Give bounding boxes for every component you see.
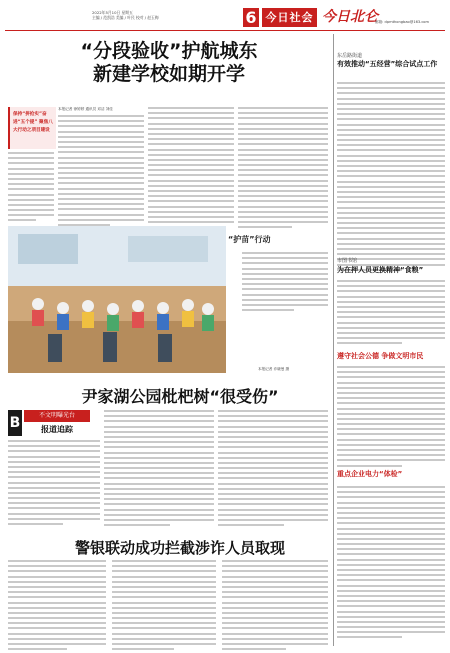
lead-byline: 本报记者 徐婷婷 通讯员 邓洁 刘佳 <box>58 107 113 111</box>
lead-headline-line2: 新建学校如期开学 <box>92 63 245 85</box>
rc1-headline: 有效推动“五经营”综合试点工作 <box>337 60 438 68</box>
lead-body-col2 <box>148 107 234 232</box>
date-line: 2022年5月10日 星期五 <box>92 10 133 15</box>
photo-caption-title: “护苗”行动 <box>228 235 271 244</box>
photo-caption-text <box>242 252 328 314</box>
section-name: 今日社会 <box>262 8 317 27</box>
rc1-kicker: 东岳路街道 <box>337 53 363 59</box>
story3-body-col3 <box>222 560 328 653</box>
photo-caption <box>228 226 329 373</box>
rc2-body <box>337 280 445 347</box>
lead-body-col1 <box>58 115 144 229</box>
editors-line: 主编 / 范凯浩 美编 / 叶民 校对 / 赵玉梅 <box>92 15 159 20</box>
masthead <box>0 0 450 30</box>
lead-body-col0 <box>8 152 54 225</box>
lead-headline-line1: “分段验收”护航城东 <box>80 40 258 62</box>
lead-subtitle-box <box>8 107 56 149</box>
story2-body-col2 <box>104 410 214 529</box>
lead-body-col3 <box>238 107 328 232</box>
lead-headline <box>8 40 330 86</box>
photo-credit: 本报记者 乔晓曼 摄 <box>258 367 290 371</box>
story2-tag-top: 不文明曝光台 <box>24 410 90 422</box>
story2-body-col1 <box>8 440 100 528</box>
story3-body-col1 <box>8 560 106 653</box>
story3-headline: 警银联动成功拦截涉诈人员取现 <box>74 539 285 557</box>
story2-body-col3 <box>218 410 328 529</box>
rc2-kicker: 市图书馆 <box>337 258 358 264</box>
story2-tag-letter: B <box>8 410 22 436</box>
masthead-info <box>92 10 242 20</box>
rc4-body <box>337 486 445 642</box>
story2-tag-bottom: 报道追踪 <box>41 425 73 434</box>
page-number: 6 <box>243 8 259 27</box>
right-column-divider <box>333 34 334 646</box>
rc4-headline: 重点企业电力“体检” <box>337 470 403 478</box>
masthead-email: 邮箱: dpmthongbao@163.com <box>375 20 430 24</box>
rc2-headline: 为在押人员更换精神“食粮” <box>337 266 424 274</box>
rc3-headline: 遵守社会公德 争做文明市民 <box>337 352 424 360</box>
story2-headline: 尹家湖公园枇杷树“很受伤” <box>81 387 279 406</box>
masthead-rule <box>5 30 445 31</box>
paper-logo: 今日北仑 <box>322 9 378 25</box>
lead-subtitle: 保持“拼抢实”奋进“五个提” 聚焦八大行动之项目建设 <box>13 112 53 133</box>
lead-photo <box>8 226 226 373</box>
story3-body-col2 <box>112 560 216 653</box>
rc1-body <box>337 82 445 274</box>
rc3-body <box>337 366 445 470</box>
lead-photo-illustration <box>8 226 226 373</box>
